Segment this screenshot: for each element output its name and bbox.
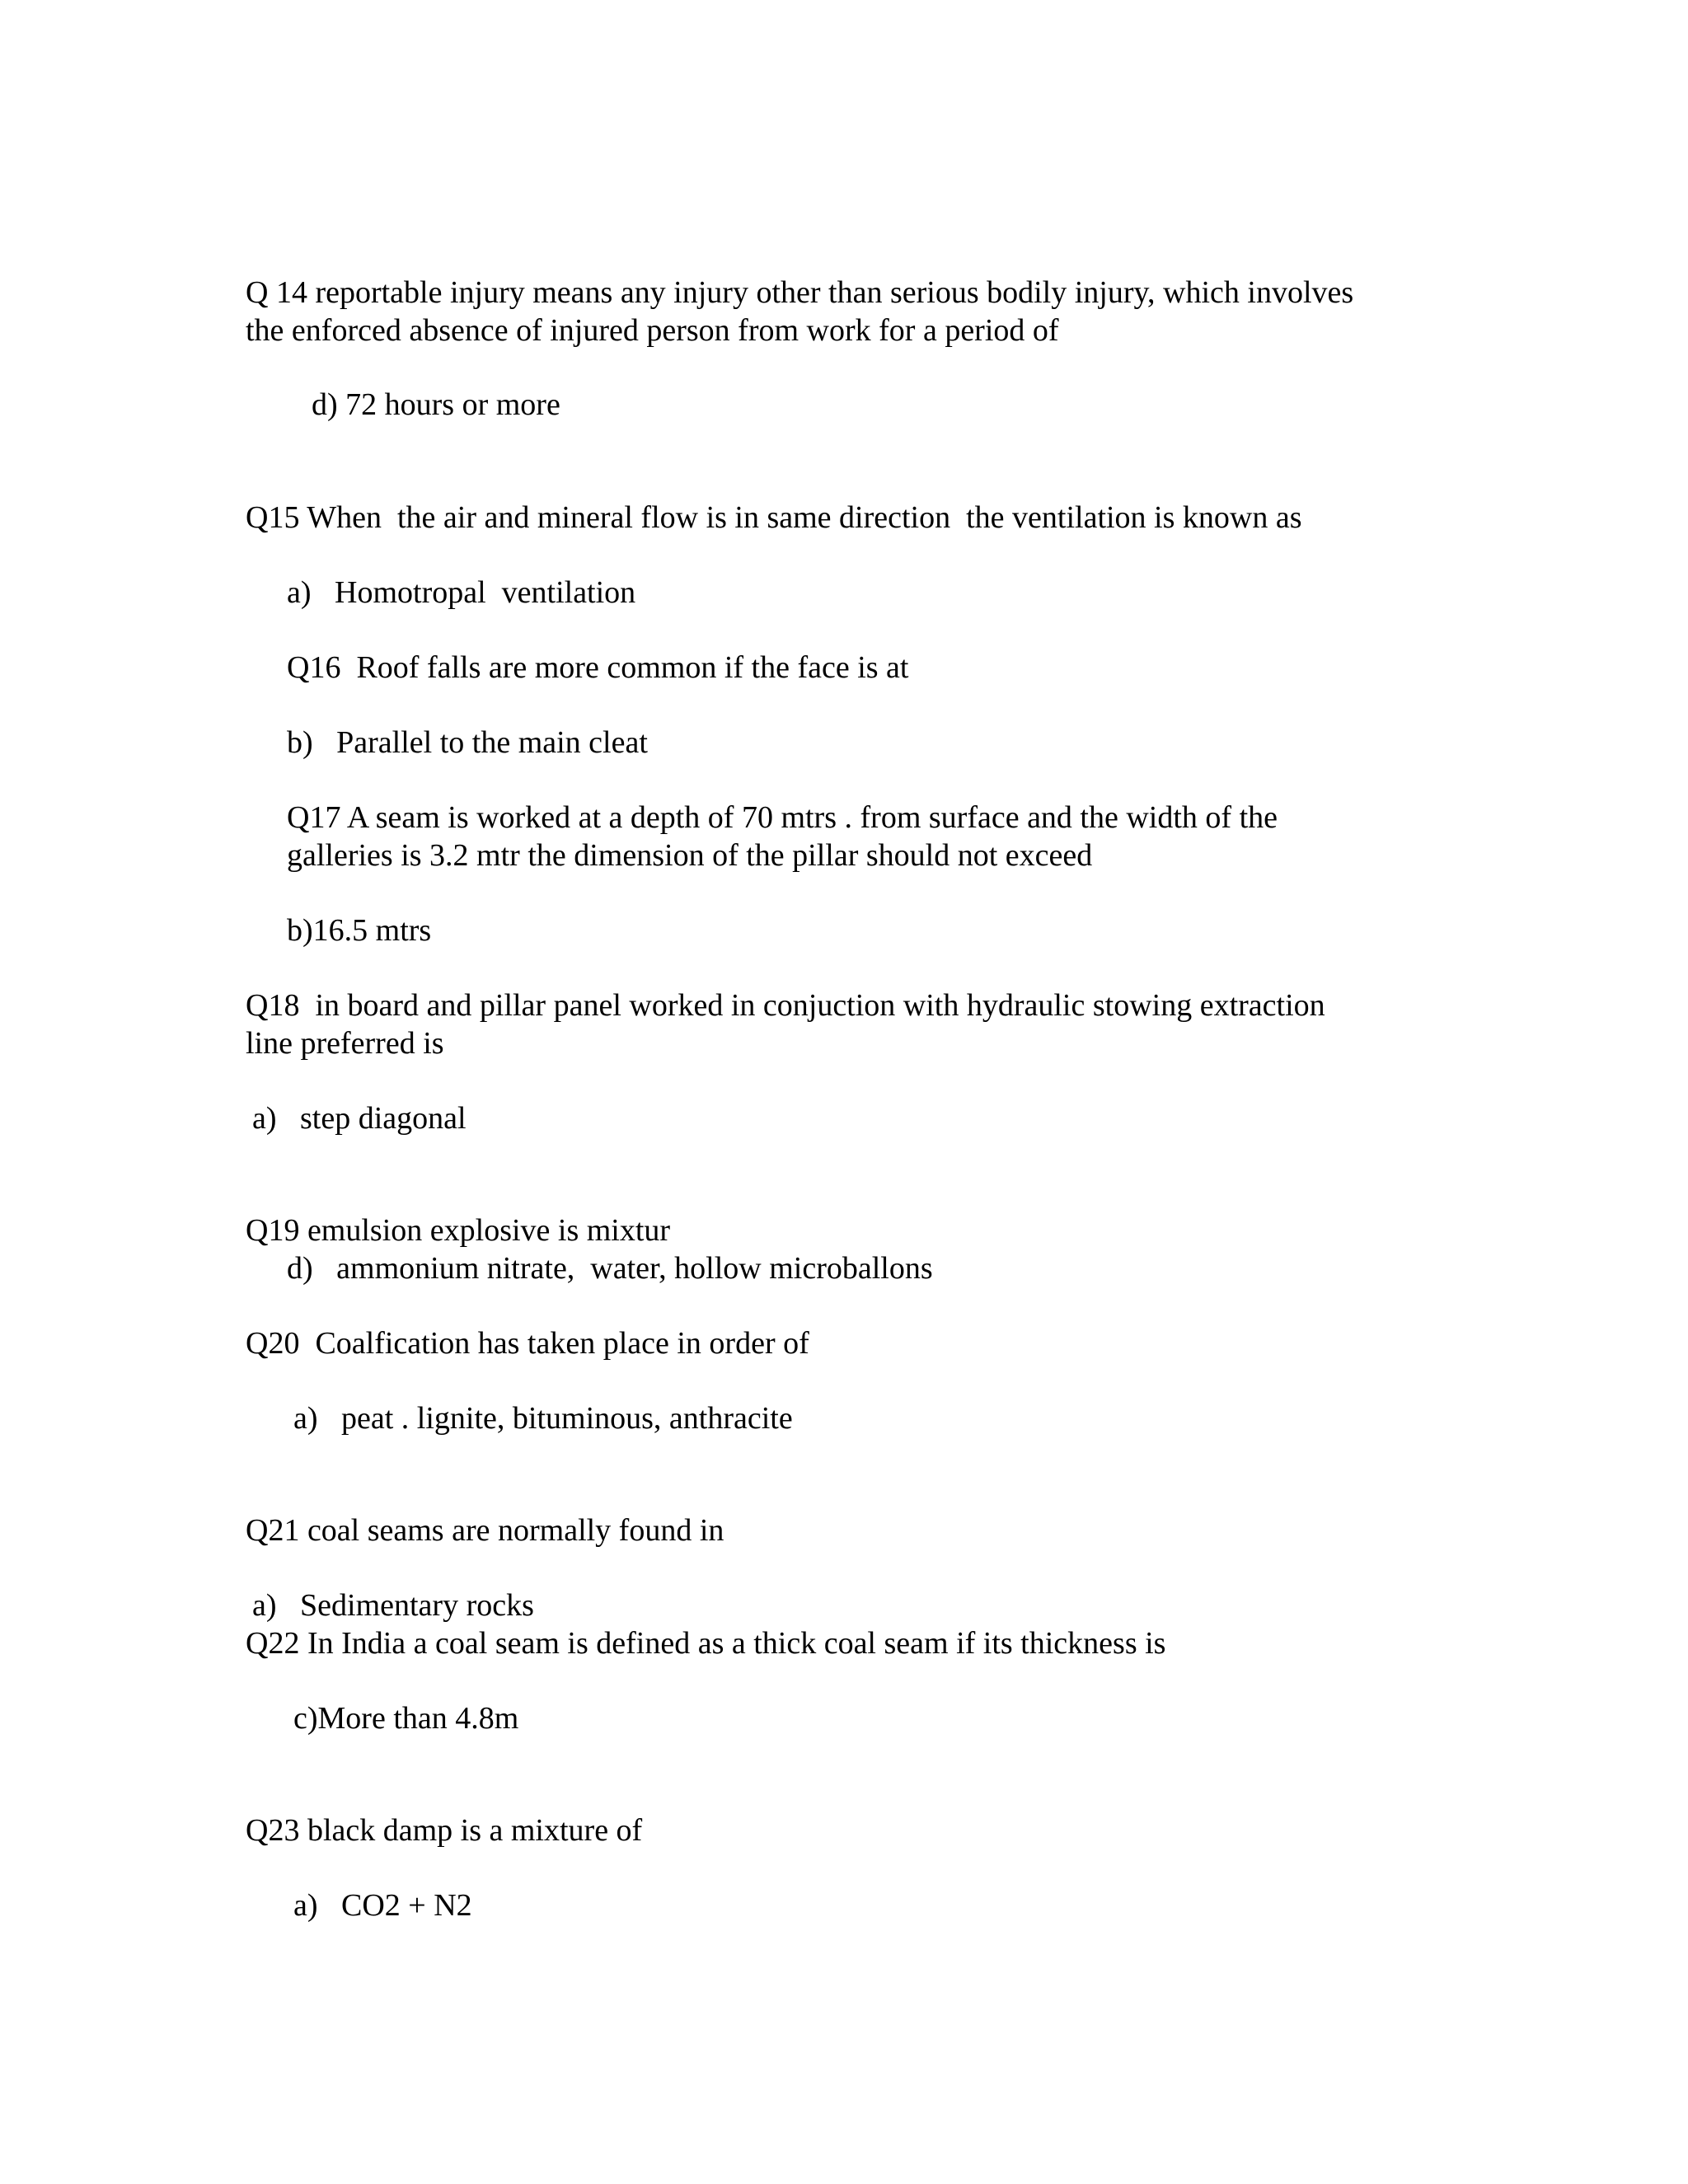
question-19-line-1: Q19 emulsion explosive is mixtur	[246, 1213, 671, 1248]
answer-19: d) ammonium nitrate, water, hollow microballons	[287, 1251, 933, 1286]
answer-16: b) Parallel to the main cleat	[287, 725, 648, 760]
answer-20: a) peat . lignite, bituminous, anthracite	[293, 1401, 793, 1436]
answer-18: a) step diagonal	[252, 1101, 467, 1136]
question-18-line-2: line preferred is	[246, 1026, 444, 1061]
answer-23: a) CO2 + N2	[293, 1888, 472, 1923]
question-18-line-1: Q18 in board and pillar panel worked in conjuction with hydraulic stowing extraction	[246, 988, 1325, 1023]
question-15-line-1: Q15 When the air and mineral flow is in same direction the ventilation is known as	[246, 500, 1302, 535]
answer-21: a) Sedimentary rocks	[252, 1588, 534, 1623]
answer-17: b)16.5 mtrs	[287, 913, 432, 948]
question-22-line-1: Q22 In India a coal seam is defined as a thick coal seam if its thickness is	[246, 1626, 1166, 1661]
question-21-line-1: Q21 coal seams are normally found in	[246, 1513, 724, 1548]
question-16-line-1: Q16 Roof falls are more common if the face is at	[287, 650, 909, 685]
question-14-line-1: Q 14 reportable injury means any injury other than serious bodily injury, which involves	[246, 275, 1354, 310]
question-17-line-2: galleries is 3.2 mtr the dimension of the pillar should not exceed	[287, 838, 1093, 873]
question-17-line-1: Q17 A seam is worked at a depth of 70 mtrs . from surface and the width of the	[287, 800, 1278, 835]
answer-15: a) Homotropal ventilation	[287, 575, 636, 610]
answer-14: d) 72 hours or more	[312, 387, 560, 422]
question-23-line-1: Q23 black damp is a mixture of	[246, 1813, 643, 1848]
question-14-line-2: the enforced absence of injured person from work for a period of	[246, 313, 1059, 348]
answer-22: c)More than 4.8m	[293, 1701, 519, 1736]
question-20-line-1: Q20 Coalfication has taken place in order of	[246, 1326, 809, 1361]
